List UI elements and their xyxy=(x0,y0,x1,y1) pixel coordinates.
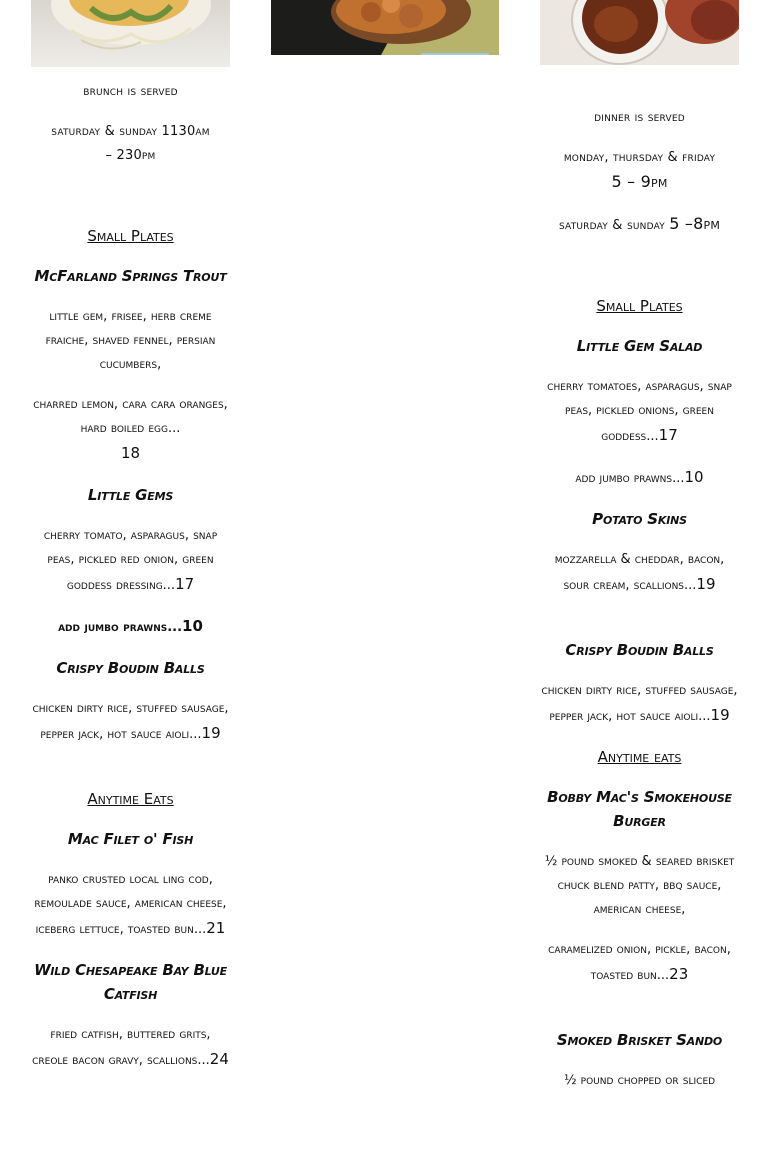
dish-price: 17 xyxy=(175,575,195,593)
dish-description: little gem, frisee, herb creme fraiche, shaved fennel, persian cucumbers, xyxy=(45,309,216,372)
add-on-price: 10 xyxy=(684,468,704,486)
dish-description-text: charred lemon, cara cara oranges, hard boiled egg... xyxy=(33,397,228,436)
smokehouse-plate-image xyxy=(540,0,739,65)
dinner-hours-weekday xyxy=(540,146,739,196)
anytime-eats-heading: Anytime Eats xyxy=(87,790,174,808)
dish-description-cont xyxy=(31,393,230,467)
dish-description-cont xyxy=(540,938,739,988)
dish-description-text: cherry tomato, asparagus, snap peas, pickled red onion, green goddess dressing... xyxy=(43,528,218,593)
dish-name: Little Gem Salad xyxy=(576,337,703,355)
add-on-text: add jumbo prawns... xyxy=(575,471,685,486)
brunch-hours-line-1: saturday & sunday 1130am xyxy=(51,124,210,139)
brunch-dish-photo xyxy=(31,0,230,67)
dinner-dish-photo xyxy=(540,0,739,65)
dinner-hours-weekend xyxy=(540,212,739,238)
dinner-hours-weekday-days: monday, thursday & friday xyxy=(563,150,716,165)
trout-plate-image xyxy=(31,0,230,67)
dish-price: 18 xyxy=(120,444,141,462)
dish-price: 19 xyxy=(696,575,716,593)
dish-description-text: chicken dirty rice, stuffed sausage, pepper jack, hot sauce aioli... xyxy=(541,683,738,724)
dish-name: Potato Skins xyxy=(592,510,687,528)
dish-description-text: fried catfish, buttered grits, creole bacon gravy, scallions... xyxy=(32,1027,211,1068)
small-plates-heading: Small Plates xyxy=(596,297,683,315)
dish-description xyxy=(31,697,230,747)
dish-price: 17 xyxy=(658,426,678,444)
add-on-line xyxy=(540,465,739,491)
dish-description xyxy=(540,375,739,449)
dish-description-text: mozzarella & cheddar, bacon, sour cream, scallions... xyxy=(554,552,725,593)
dish-description xyxy=(540,679,739,729)
dish-description: ½ pound chopped or sliced xyxy=(563,1073,716,1088)
dinner-intro: dinner is served xyxy=(594,110,685,125)
dish-name: Bobby Mac's Smokehouse Burger xyxy=(547,788,732,830)
dish-description-text: chicken dirty rice, stuffed sausage, pepper jack, hot sauce aioli... xyxy=(32,701,229,742)
brunch-intro: brunch is served xyxy=(83,84,178,99)
dish-price: 24 xyxy=(209,1050,229,1068)
dish-name: Crispy Boudin Balls xyxy=(565,641,714,659)
dish-description-text: panko crusted local ling cod, remoulade sauce, american cheese, iceberg lettuce, toasted bun... xyxy=(34,872,227,937)
dish-description xyxy=(31,1023,230,1073)
brunch-hours-line-2: – 230pm xyxy=(105,148,156,163)
dish-description xyxy=(31,524,230,598)
featured-dish-photo xyxy=(271,0,499,55)
dish-name: McFarland Springs Trout xyxy=(34,267,227,285)
add-on-line xyxy=(31,614,230,640)
dish-price: 23 xyxy=(669,965,689,983)
dinner-hours-weekend-days: saturday & sunday xyxy=(558,218,665,233)
anytime-eats-heading: Anytime eats xyxy=(597,748,682,766)
brunch-column xyxy=(31,0,230,1073)
dish-name: Little Gems xyxy=(87,486,174,504)
small-plates-heading: Small Plates xyxy=(87,227,174,245)
dish-description xyxy=(31,868,230,942)
dish-description-text: caramelized onion, pickle, bacon, toasted bun... xyxy=(548,942,731,983)
dish-price: 21 xyxy=(206,919,226,937)
dish-price: 19 xyxy=(201,724,221,742)
dinner-column xyxy=(540,0,739,1093)
add-on-text: add jumbo prawns... xyxy=(58,620,183,635)
featured-photo-column xyxy=(271,0,499,55)
dish-name: Mac Filet o' Fish xyxy=(67,830,194,848)
dinner-hours-weekend-time: 5 –8pm xyxy=(669,214,721,233)
dish-description xyxy=(540,548,739,598)
dish-description: ½ pound smoked & seared brisket chuck blend patty, bbq sauce, american cheese, xyxy=(544,854,735,917)
fried-dish-image xyxy=(271,0,499,55)
dish-price: 19 xyxy=(710,706,730,724)
dish-name: Crispy Boudin Balls xyxy=(56,659,205,677)
dish-name: Smoked Brisket Sando xyxy=(556,1031,723,1049)
dinner-hours-weekday-time: 5 – 9pm xyxy=(611,172,668,191)
dish-description-text: cherry tomatoes, asparagus, snap peas, pickled onions, green goddess... xyxy=(547,379,732,444)
dish-name: Wild Chesapeake Bay Blue Catfish xyxy=(34,961,227,1003)
add-on-price: 10 xyxy=(182,617,203,635)
brunch-hours xyxy=(31,120,230,168)
